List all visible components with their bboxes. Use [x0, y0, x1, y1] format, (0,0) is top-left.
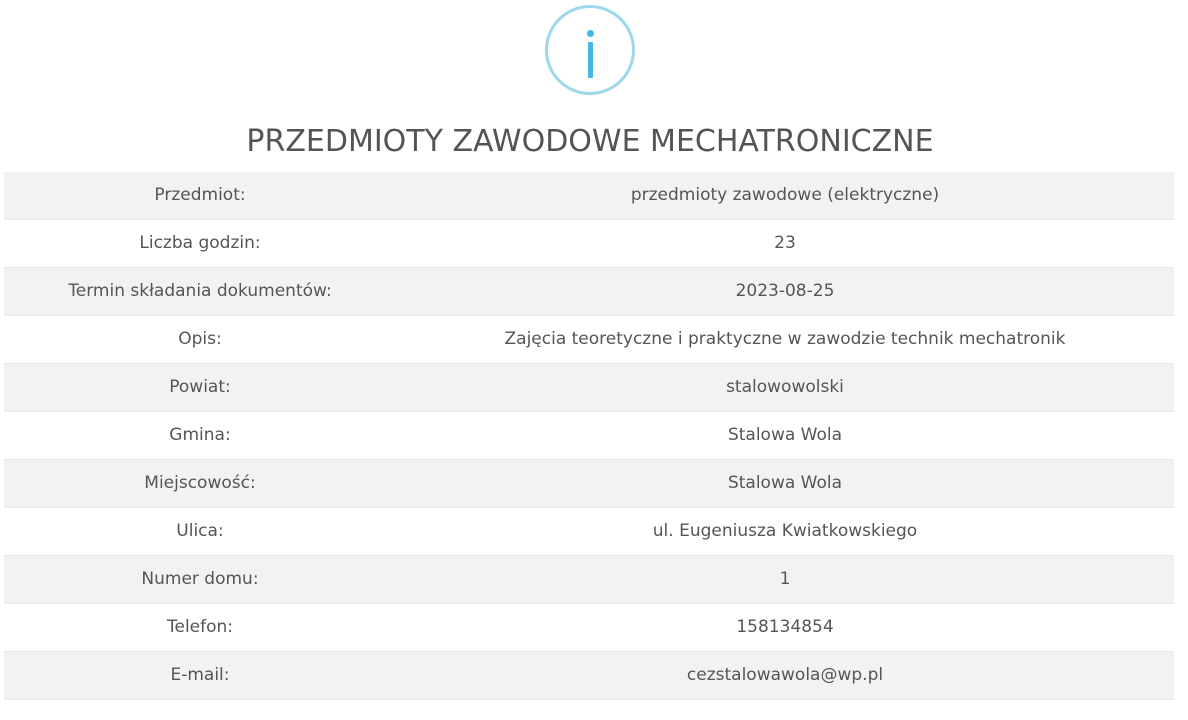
- info-icon-bar: [588, 42, 593, 78]
- table-row: [4, 412, 1174, 460]
- row-label: Opis:: [4, 316, 396, 364]
- table-row: [4, 604, 1174, 652]
- table-row: [4, 364, 1174, 412]
- info-icon-dot: [587, 30, 594, 37]
- row-label: E-mail:: [4, 652, 396, 700]
- info-icon: [545, 5, 635, 95]
- row-label: Gmina:: [4, 412, 396, 460]
- dialog-title: PRZEDMIOTY ZAWODOWE MECHATRONICZNE: [246, 124, 934, 159]
- row-value: cezstalowawola@wp.pl: [396, 652, 1174, 700]
- row-label: Liczba godzin:: [4, 220, 396, 268]
- row-value: 2023-08-25: [396, 268, 1174, 316]
- row-value: Stalowa Wola: [396, 460, 1174, 508]
- table-row: [4, 316, 1174, 364]
- table-row: [4, 268, 1174, 316]
- row-label: Telefon:: [4, 604, 396, 652]
- row-label: Ulica:: [4, 508, 396, 556]
- table-row: [4, 460, 1174, 508]
- row-label: Miejscowość:: [4, 460, 396, 508]
- row-value: 1: [396, 556, 1174, 604]
- row-value: 23: [396, 220, 1174, 268]
- table-row: [4, 220, 1174, 268]
- table-row: [4, 556, 1174, 604]
- row-value: Stalowa Wola: [396, 412, 1174, 460]
- row-value: ul. Eugeniusza Kwiatkowskiego: [396, 508, 1174, 556]
- row-label: Powiat:: [4, 364, 396, 412]
- row-label: Numer domu:: [4, 556, 396, 604]
- row-value: Zajęcia teoretyczne i praktyczne w zawodzie technik mechatronik: [396, 316, 1174, 364]
- details-table: [4, 172, 1174, 700]
- table-row: [4, 508, 1174, 556]
- row-value: stalowowolski: [396, 364, 1174, 412]
- row-value: przedmioty zawodowe (elektryczne): [396, 172, 1174, 220]
- row-label: Przedmiot:: [4, 172, 396, 220]
- row-label: Termin składania dokumentów:: [4, 268, 396, 316]
- table-row: [4, 652, 1174, 700]
- table-row: [4, 172, 1174, 220]
- row-value: 158134854: [396, 604, 1174, 652]
